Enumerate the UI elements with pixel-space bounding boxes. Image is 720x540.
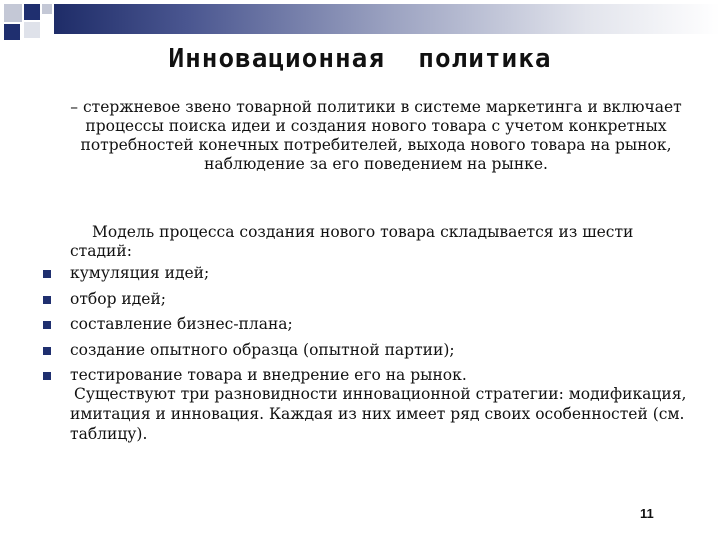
list-item — [40, 287, 467, 313]
stage-text: составление бизнес-плана; — [70, 315, 293, 333]
square-bullet-icon — [43, 321, 51, 329]
stages-list — [40, 261, 467, 389]
list-item — [40, 261, 467, 287]
square-bullet-icon — [43, 270, 51, 278]
decor-square — [24, 4, 40, 20]
square-bullet-icon — [43, 347, 51, 355]
stage-text: создание опытного образца (опытной партии); — [70, 340, 455, 359]
stage-text: кумуляция идей; — [70, 264, 210, 282]
stage-text: отбор идей; — [70, 289, 167, 308]
list-item — [40, 312, 467, 338]
intro-paragraph: Модель процесса создания нового товара складывается из шести стадий: — [70, 223, 634, 260]
decor-square — [24, 22, 40, 38]
slide-title: Инновационная политика — [168, 44, 552, 74]
decor-square — [4, 4, 22, 22]
decor-square — [4, 24, 20, 40]
closing-paragraph: Существуют три разновидности инновационной стратегии: модификация, имитация и инновация. Каждая из них имеет ряд своих особенностей (см. таблицу). — [70, 385, 687, 443]
header-gradient-bar — [54, 4, 720, 34]
page-number: 11 — [640, 506, 654, 521]
decor-square — [42, 4, 52, 14]
list-item — [40, 338, 467, 364]
stage-text: тестирование товара и внедрение его на рынок. — [70, 366, 467, 384]
definition-paragraph: – стержневое звено товарной политики в системе маркетинга и включает процессы поиска идеи и создания нового товара с учетом конкретных потребностей конечных потребителей, выхода нового товара на рынок, наблюдение за его поведением на рынке. — [70, 98, 682, 173]
square-bullet-icon — [43, 372, 51, 380]
square-bullet-icon — [43, 296, 51, 304]
